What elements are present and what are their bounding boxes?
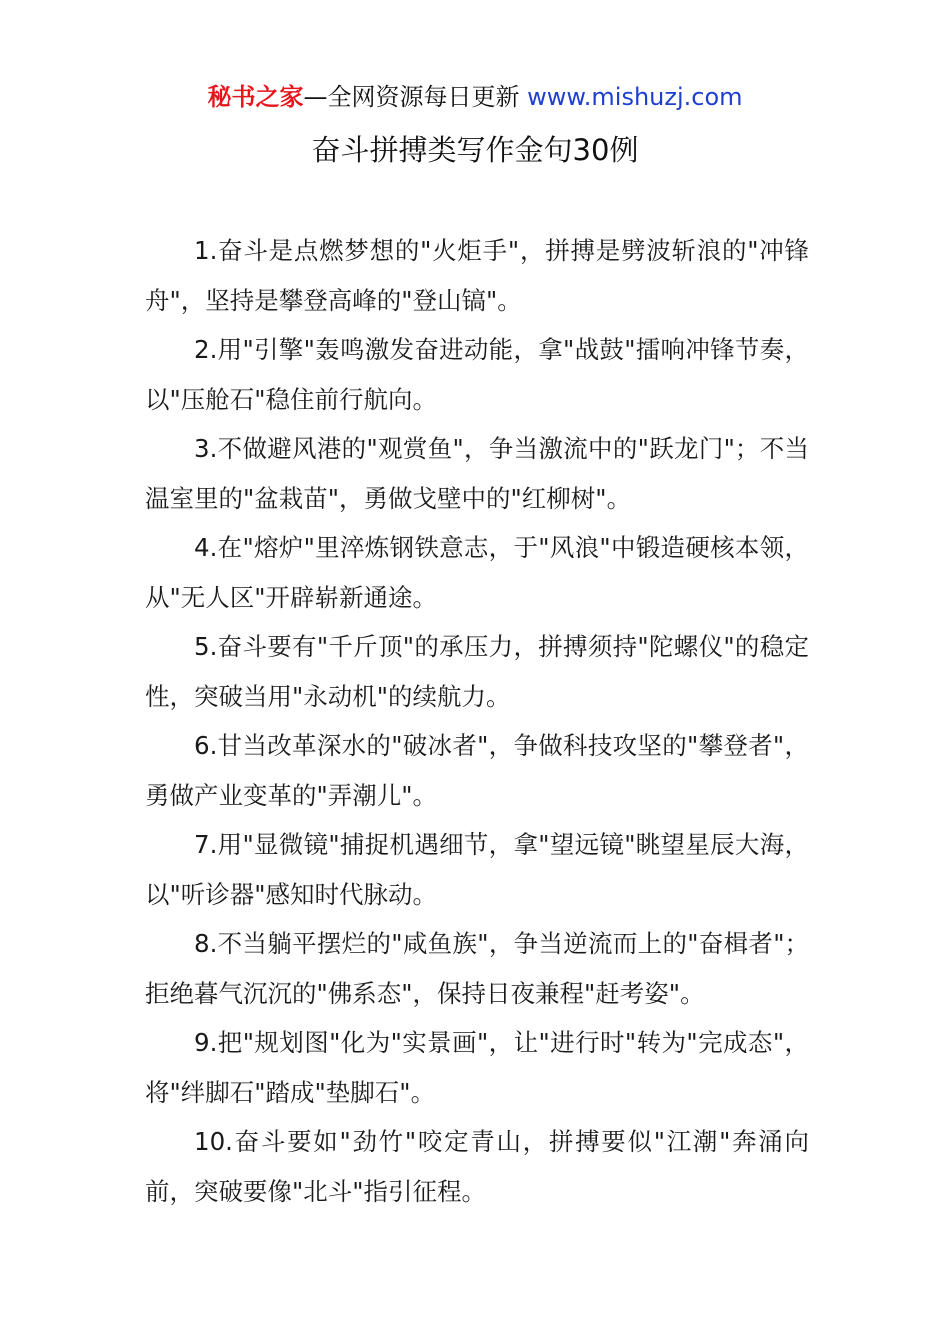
paragraph-2: 2.用"引擎"轰鸣激发奋进动能，拿"战鼓"擂响冲锋节奏，以"压舱石"稳住前行航向。 [145,335,809,414]
paragraph-3: 3.不做避风港的"观赏鱼"，争当激流中的"跃龙门"；不当温室里的"盆栽苗"，勇做戈壁中的"红柳树"。 [145,434,809,513]
paragraph-7: 7.用"显微镜"捕捉机遇细节，拿"望远镜"眺望星辰大海，以"听诊器"感知时代脉动。 [145,830,809,909]
paragraph-1: 1.奋斗是点燃梦想的"火炬手"，拼搏是劈波斩浪的"冲锋舟"，坚持是攀登高峰的"登山镐"。 [145,236,809,315]
brand-name: 秘书之家 [207,83,304,111]
paragraph-9: 9.把"规划图"化为"实景画"，让"进行时"转为"完成态"，将"绊脚石"踏成"垫脚石"。 [145,1028,809,1107]
paragraph-5: 5.奋斗要有"千斤顶"的承压力，拼搏须持"陀螺仪"的稳定性，突破当用"永动机"的续航力。 [145,632,809,711]
document-title: 奋斗拼搏类写作金句30例 [311,133,639,167]
paragraph-8: 8.不当躺平摆烂的"咸鱼族"，争当逆流而上的"奋楫者"；拒绝暮气沉沉的"佛系态"，保持日夜兼程"赶考姿"。 [145,929,809,1008]
paragraph-4: 4.在"熔炉"里淬炼钢铁意志，于"风浪"中锻造硬核本领，从"无人区"开辟崭新通途。 [145,533,809,612]
site-url-link[interactable]: www.mishuzj.com [527,83,743,111]
site-tagline: —全网资源每日更新 [303,83,528,111]
document-body [145,226,809,1216]
paragraph-6: 6.甘当改革深水的"破冰者"，争做科技攻坚的"攀登者"，勇做产业变革的"弄潮儿"。 [145,731,809,810]
site-header [0,80,950,114]
paragraph-10: 10.奋斗要如"劲竹"咬定青山，拼搏要似"江潮"奔涌向前，突破要像"北斗"指引征程。 [145,1127,809,1206]
